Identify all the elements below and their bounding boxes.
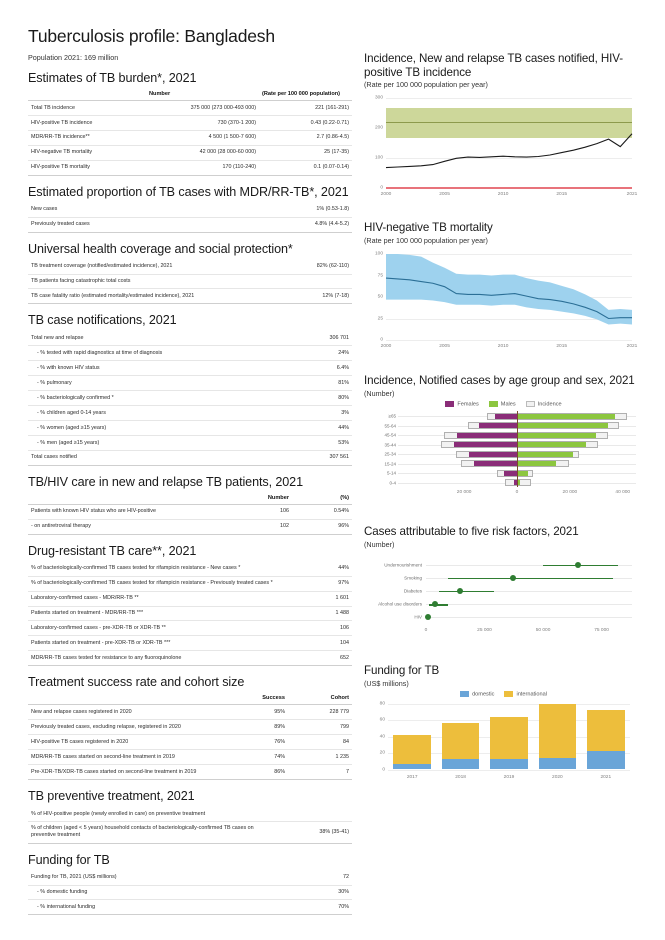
row-label: Patients started on treatment - MDR/RR-TB *** <box>28 606 296 621</box>
x-tick-label: 0 <box>424 628 428 634</box>
y-tick-label: 0 <box>380 337 383 343</box>
x-tick-label: 2021 <box>626 344 638 350</box>
table-row <box>28 821 352 843</box>
row-value: 84 <box>288 735 352 750</box>
row-value: 0.43 (0.22-0.71) <box>259 115 352 130</box>
row-value: 53% <box>276 435 352 450</box>
category-rule <box>426 617 632 618</box>
legend-age-sex <box>364 401 643 408</box>
population-line: Population 2021: 169 million <box>28 53 119 62</box>
col-header-blank <box>28 89 146 101</box>
row-label: - % women (aged ≥15 years) <box>28 421 276 436</box>
bar-males <box>517 442 586 447</box>
section-title-mdr-proportion: Estimated proportion of TB cases with MDR/RR-TB*, 2021 <box>28 184 349 199</box>
col-header-blank <box>28 693 226 705</box>
row-label: - % bacteriologically confirmed * <box>28 391 276 406</box>
row-label: % of HIV-positive people (newly enrolled in care) on preventive treatment <box>28 807 280 821</box>
table-preventive <box>28 807 352 844</box>
risk-factor-label: HIV <box>414 614 422 620</box>
row-label: - % children aged 0-14 years <box>28 406 276 421</box>
row-label: Previously treated cases <box>28 217 228 232</box>
row-value: 3% <box>276 406 352 421</box>
x-tick-label: 20 000 <box>456 490 472 496</box>
x-tick-label: 0 <box>515 490 519 496</box>
y-tick-label: 60 <box>379 717 385 723</box>
chart-risk-factors-subtitle: (Number) <box>364 540 395 550</box>
y-tick-label: 80 <box>379 701 385 706</box>
row-label: Pre-XDR-TB/XDR-TB cases started on second-line treatment in 2019 <box>28 765 226 780</box>
risk-factor-range <box>448 578 613 579</box>
row-value: 1 235 <box>288 750 352 765</box>
legend-swatch <box>460 691 469 698</box>
table-row <box>28 203 352 217</box>
table-row <box>28 406 352 421</box>
age-group-label: 0-4 <box>389 480 396 486</box>
row-value: 6.4% <box>276 361 352 376</box>
legend-item <box>489 401 516 408</box>
table-row <box>28 115 352 130</box>
section-title-tbhiv: TB/HIV care in new and relapse TB patients, 2021 <box>28 474 303 489</box>
funding-bar-international <box>539 704 577 758</box>
chart-incidence-subtitle: (Rate per 100 000 population per year) <box>364 80 488 90</box>
col-header-percent: (%) <box>292 493 352 505</box>
funding-bar-international <box>490 717 528 759</box>
row-value: 1 488 <box>296 606 352 621</box>
chart-age-sex <box>364 374 643 505</box>
bar-females <box>457 433 517 438</box>
bar-females <box>479 423 517 428</box>
row-value: 4 500 (1 500-7 600) <box>146 130 259 145</box>
funding-bar-domestic <box>393 764 431 769</box>
table-row <box>28 576 352 591</box>
row-label: - % men (aged ≥15 years) <box>28 435 276 450</box>
risk-factor-point <box>425 614 431 620</box>
bar-females <box>504 471 517 476</box>
legend-label: Males <box>500 400 516 407</box>
row-value: 30% <box>280 885 352 900</box>
table-row <box>28 705 352 720</box>
row-value: 42 000 (28 000-60 000) <box>146 145 259 160</box>
table-notifications <box>28 331 352 465</box>
table-row <box>28 765 352 780</box>
row-label: - % international funding <box>28 900 280 915</box>
row-label: HIV-positive TB cases registered in 2020 <box>28 735 226 750</box>
table-row <box>28 519 352 534</box>
funding-bar-domestic <box>587 751 625 769</box>
row-label: Funding for TB, 2021 (US$ millions) <box>28 871 280 885</box>
legend-swatch <box>504 691 513 698</box>
table-row <box>28 101 352 116</box>
table-row <box>28 160 352 175</box>
row-value <box>280 807 352 821</box>
row-label: - % pulmonary <box>28 376 276 391</box>
x-tick-label: 40 000 <box>615 490 631 496</box>
row-label: Laboratory-confirmed cases - MDR/RR-TB ** <box>28 591 296 606</box>
row-label: New cases <box>28 203 228 217</box>
legend-label: international <box>516 691 547 698</box>
table-funding <box>28 871 352 916</box>
row-value: 0.1 (0.07-0.14) <box>259 160 352 175</box>
bar-females <box>495 414 517 419</box>
x-tick-label: 2005 <box>439 192 450 198</box>
y-tick-label: 25 <box>377 316 383 322</box>
right-column <box>352 0 665 915</box>
row-label: TB case fatality ratio (estimated mortality/estimated incidence), 2021 <box>28 289 276 304</box>
table-row <box>28 606 352 621</box>
legend-swatch <box>445 401 454 408</box>
x-tick-label: 2015 <box>556 192 568 198</box>
y-tick-label: 40 <box>379 734 385 739</box>
x-tick-label: 2000 <box>380 192 392 198</box>
row-label: Total new and relapse <box>28 331 276 345</box>
row-label: MDR/RR-TB cases tested for resistance to any fluoroquinolone <box>28 651 296 666</box>
legend-swatch <box>526 401 535 408</box>
row-value: 44% <box>276 421 352 436</box>
chart-funding-title: Funding for TB <box>364 664 440 678</box>
row-value: 730 (370-1 200) <box>146 115 259 130</box>
x-tick-label: 50 000 <box>535 628 551 634</box>
bar-males <box>517 452 573 457</box>
x-tick-label: 2017 <box>406 774 418 780</box>
row-value: 81% <box>276 376 352 391</box>
y-tick-label: 50 <box>377 294 383 300</box>
section-title-burden: Estimates of TB burden*, 2021 <box>28 71 197 85</box>
row-value: 76% <box>226 735 288 750</box>
legend-label: Incidence <box>537 400 562 407</box>
table-row <box>28 900 352 915</box>
x-tick-label: 2021 <box>600 774 612 780</box>
table-burden <box>28 89 352 176</box>
row-value: 74% <box>226 750 288 765</box>
row-label: TB treatment coverage (notified/estimated incidence), 2021 <box>28 260 276 274</box>
row-value: 70% <box>280 900 352 915</box>
risk-factor-label: Diabetes <box>403 588 422 594</box>
row-label: HIV-positive TB mortality <box>28 160 146 175</box>
table-row <box>28 331 352 345</box>
age-group-label: 15-24 <box>384 461 396 467</box>
risk-factor-point <box>432 601 438 607</box>
bar-females <box>469 452 517 457</box>
chart-risk-factors-title: Cases attributable to five risk factors, 2021 <box>364 525 579 539</box>
table-row <box>28 562 352 576</box>
page-title: Tuberculosis profile: Bangladesh <box>28 26 275 46</box>
y-tick-label: 0 <box>380 185 383 191</box>
x-tick-label: 20 000 <box>562 490 578 496</box>
row-value: 1% (0.53-1.8) <box>228 203 352 217</box>
row-value: 80% <box>276 391 352 406</box>
table-row <box>28 260 352 274</box>
row-value: 228 779 <box>288 705 352 720</box>
y-tick-label: 75 <box>377 273 383 279</box>
row-label: MDR/RR-TB cases started on second-line treatment in 2019 <box>28 750 226 765</box>
table-row <box>28 735 352 750</box>
table-row <box>28 274 352 289</box>
funding-bar-international <box>587 710 625 751</box>
row-label: Laboratory-confirmed cases - pre-XDR-TB or XDR-TB ** <box>28 621 296 636</box>
risk-factor-label: Undernourishment <box>384 562 422 568</box>
row-value: 96% <box>292 519 352 534</box>
row-value: 170 (110-240) <box>146 160 259 175</box>
table-header-row <box>28 493 352 505</box>
age-group-label: 45-54 <box>384 432 396 438</box>
table-row <box>28 376 352 391</box>
table-row <box>28 421 352 436</box>
row-value: 97% <box>296 576 352 591</box>
row-value: 106 <box>228 504 292 519</box>
table-row <box>28 361 352 376</box>
risk-factor-label: Smoking <box>404 575 422 581</box>
row-label: % of bacteriologically-confirmed TB cases tested for rifampicin resistance - Previously treated cases * <box>28 576 296 591</box>
x-tick-label: 75 000 <box>594 628 609 634</box>
row-value: 38% (35-41) <box>280 821 352 843</box>
section-title-preventive: TB preventive treatment, 2021 <box>28 788 195 803</box>
row-label: Patients with known HIV status who are HIV-positive <box>28 504 228 519</box>
table-tbhiv <box>28 493 352 535</box>
y-tick-label: 200 <box>374 125 383 131</box>
risk-factor-label: Alcohol use disorders <box>378 601 422 607</box>
row-value: 4.8% (4.4-5.2) <box>228 217 352 232</box>
row-label: % of children (aged < 5 years) household contacts of bacteriologically-confirmed TB cases on preventive treatment <box>28 821 280 843</box>
table-row <box>28 720 352 735</box>
row-label: TB patients facing catastrophic total costs <box>28 274 276 289</box>
chart-funding-subtitle: (US$ millions) <box>364 678 409 688</box>
section-title-treatment-success: Treatment success rate and cohort size <box>28 675 245 690</box>
row-value: 652 <box>296 651 352 666</box>
x-tick-label: 2020 <box>552 774 563 780</box>
table-row <box>28 636 352 651</box>
row-label: MDR/RR-TB incidence** <box>28 130 146 145</box>
row-label: Total cases notified <box>28 450 276 465</box>
bar-females <box>454 442 517 447</box>
chart-mortality <box>364 221 643 360</box>
x-tick-label: 2005 <box>439 344 450 350</box>
zero-axis <box>517 411 518 487</box>
legend-label: Females <box>457 400 479 407</box>
col-header-number: Number <box>228 493 292 505</box>
row-value: 24% <box>276 346 352 361</box>
funding-bar-domestic <box>539 758 577 769</box>
bar-males <box>517 471 528 476</box>
age-group-label: 25-34 <box>384 451 396 457</box>
row-label: Previously treated cases, excluding relapse, registered in 2020 <box>28 720 226 735</box>
row-label: Total TB incidence <box>28 101 146 116</box>
age-group-label: 55-64 <box>384 423 396 429</box>
bar-males <box>517 433 596 438</box>
chart-mortality-title: HIV-negative TB mortality <box>364 221 493 235</box>
row-label: HIV-positive TB incidence <box>28 115 146 130</box>
row-value: 0.54% <box>292 504 352 519</box>
col-header-blank <box>28 493 228 505</box>
legend-item <box>460 691 494 698</box>
row-value: 7 <box>288 765 352 780</box>
x-tick-label: 2019 <box>503 774 515 780</box>
table-mdr-proportion <box>28 203 352 233</box>
row-value: 86% <box>226 765 288 780</box>
row-value: 799 <box>288 720 352 735</box>
y-tick-label: 100 <box>374 155 383 161</box>
risk-factor-point <box>510 575 516 581</box>
y-tick-label: 100 <box>374 251 383 257</box>
gridline <box>388 770 630 771</box>
table-row <box>28 391 352 406</box>
col-header-cohort: Cohort <box>288 693 352 705</box>
category-rule <box>426 604 632 605</box>
col-header-rate: (Rate per 100 000 population) <box>259 89 352 101</box>
x-tick-label: 2010 <box>497 192 509 198</box>
funding-bar-international <box>442 723 480 759</box>
row-label: - % domestic funding <box>28 885 280 900</box>
funding-bar-domestic <box>490 759 528 770</box>
row-value: 102 <box>228 519 292 534</box>
x-tick-label: 2021 <box>626 192 638 198</box>
x-tick-label: 2018 <box>455 774 466 780</box>
section-title-uhc: Universal health coverage and social protection* <box>28 241 293 256</box>
row-value: 1 601 <box>296 591 352 606</box>
chart-age-sex-subtitle: (Number) <box>364 388 395 398</box>
risk-factor-point <box>457 588 463 594</box>
row-label: - % tested with rapid diagnostics at time of diagnosis <box>28 346 276 361</box>
table-row <box>28 217 352 232</box>
row-value: 12% (7-18) <box>276 289 352 304</box>
funding-bar-international <box>393 735 431 764</box>
gridline <box>388 704 630 705</box>
legend-item <box>504 691 546 698</box>
risk-factor-range <box>439 591 494 592</box>
bar-males <box>517 461 556 466</box>
table-row <box>28 621 352 636</box>
row-value: 89% <box>226 720 288 735</box>
chart-risk-factors <box>364 525 643 642</box>
table-row <box>28 871 352 885</box>
row-label: Patients started on treatment - pre-XDR-TB or XDR-TB *** <box>28 636 296 651</box>
funding-bar-domestic <box>442 759 480 770</box>
age-group-label: 5-14 <box>386 470 396 476</box>
x-tick-label: 2000 <box>380 344 392 350</box>
row-value: 25 (17-35) <box>259 145 352 160</box>
table-header-row <box>28 89 352 101</box>
chart-age-sex-title: Incidence, Notified cases by age group and sex, 2021 <box>364 374 635 388</box>
legend-funding <box>364 691 643 698</box>
row-value: 82% (62-110) <box>276 260 352 274</box>
row-label: New and relapse cases registered in 2020 <box>28 705 226 720</box>
table-header-row <box>28 693 352 705</box>
section-title-funding: Funding for TB <box>28 852 110 867</box>
bar-females <box>474 461 517 466</box>
table-drtb <box>28 562 352 667</box>
row-value: 221 (161-291) <box>259 101 352 116</box>
row-label: % of bacteriologically-confirmed TB cases tested for rifampicin resistance - New cases * <box>28 562 296 576</box>
table-row <box>28 504 352 519</box>
row-value: 95% <box>226 705 288 720</box>
section-title-notifications: TB case notifications, 2021 <box>28 313 177 328</box>
row-value: 106 <box>296 621 352 636</box>
row-label: - on antiretroviral therapy <box>28 519 228 534</box>
table-row <box>28 346 352 361</box>
chart-funding <box>364 664 643 787</box>
chart-mortality-subtitle: (Rate per 100 000 population per year) <box>364 236 488 246</box>
section-title-drtb: Drug-resistant TB care**, 2021 <box>28 543 197 558</box>
row-value: 307 561 <box>276 450 352 465</box>
risk-factor-point <box>575 562 581 568</box>
table-row <box>28 885 352 900</box>
y-tick-label: 0 <box>382 767 385 772</box>
col-header-number: Number <box>146 89 259 101</box>
age-group-label: 35-44 <box>384 442 396 448</box>
row-label: HIV-negative TB mortality <box>28 145 146 160</box>
row-value: 104 <box>296 636 352 651</box>
legend-item <box>445 401 478 408</box>
col-header-success: Success <box>226 693 288 705</box>
table-row <box>28 807 352 821</box>
chart-incidence <box>364 52 643 207</box>
legend-label: domestic <box>472 691 495 698</box>
bar-males <box>517 423 608 428</box>
row-label: - % with known HIV status <box>28 361 276 376</box>
y-tick-label: 300 <box>374 95 383 101</box>
row-value <box>276 274 352 289</box>
table-treatment-success <box>28 693 352 780</box>
y-tick-label: 20 <box>379 750 385 756</box>
chart-incidence-title: Incidence, New and relapse TB cases notified, HIV-positive TB incidence <box>364 52 624 79</box>
x-tick-label: 25 000 <box>477 628 492 634</box>
table-uhc <box>28 260 352 305</box>
table-row <box>28 145 352 160</box>
table-row <box>28 289 352 304</box>
row-value: 72 <box>280 871 352 885</box>
row-value: 306 701 <box>276 331 352 345</box>
row-value: 2.7 (0.86-4.5) <box>259 130 352 145</box>
table-row <box>28 591 352 606</box>
table-row <box>28 651 352 666</box>
mortality-chart-svg <box>364 248 644 356</box>
age-group-label: ≥65 <box>388 413 396 419</box>
row-value: 375 000 (273 000-493 000) <box>146 101 259 116</box>
x-tick-label: 2010 <box>497 344 509 350</box>
bar-males <box>517 414 615 419</box>
table-row <box>28 750 352 765</box>
table-row <box>28 450 352 465</box>
x-tick-label: 2015 <box>556 344 568 350</box>
hiv-positive-incidence-line <box>386 187 632 188</box>
legend-item <box>526 401 562 408</box>
row-value: 44% <box>296 562 352 576</box>
legend-swatch <box>489 401 498 408</box>
table-row <box>28 130 352 145</box>
notified-cases-line <box>364 92 644 202</box>
table-row <box>28 435 352 450</box>
